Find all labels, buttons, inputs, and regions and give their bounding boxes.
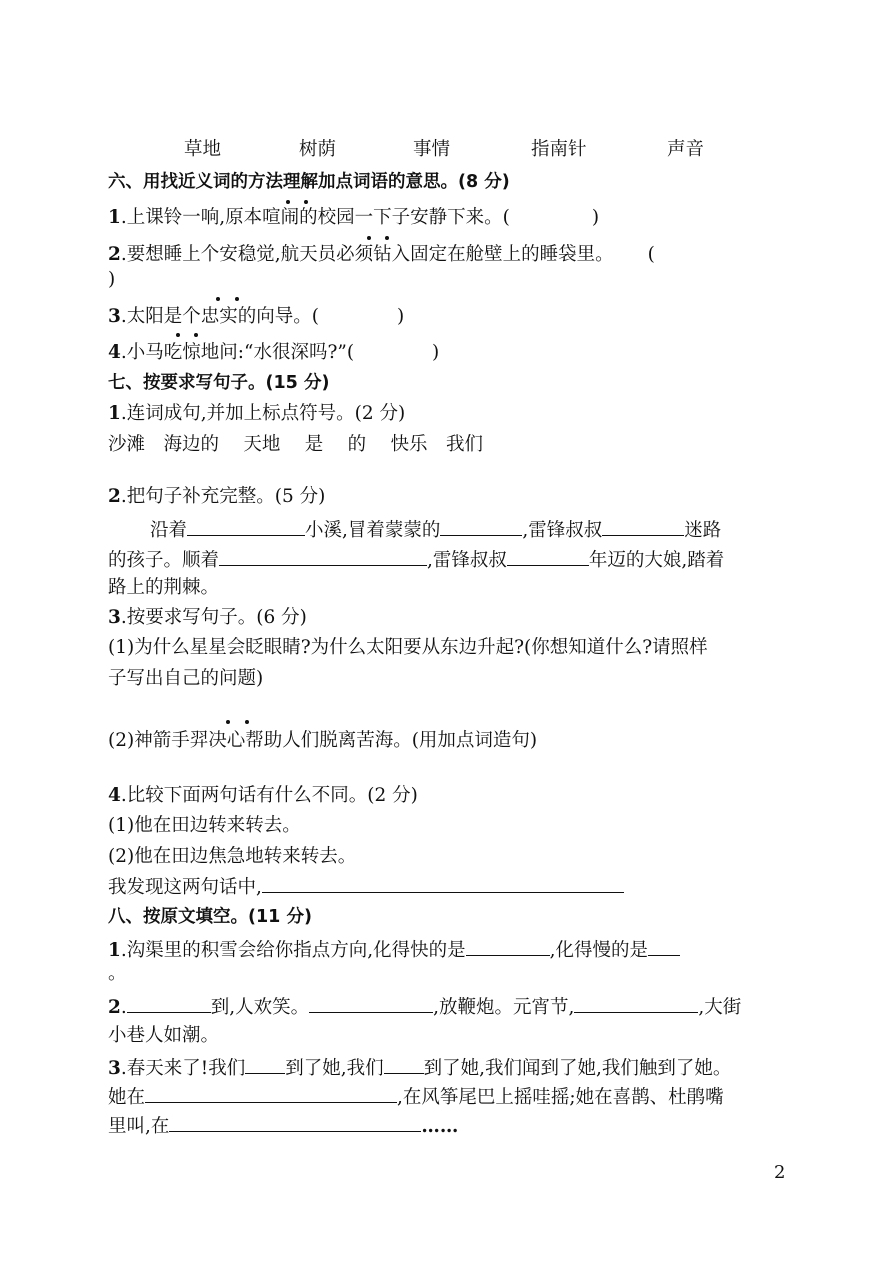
emphasis-dot: [304, 200, 308, 204]
word-list: 沙滩 海边的 天地 是 的 快乐 我们: [108, 434, 484, 455]
s6-question-3: [108, 305, 404, 329]
text-fragment: ,化得慢的是: [549, 940, 649, 961]
text-fragment: 迷路: [684, 520, 722, 541]
answer-blank[interactable]: [466, 937, 550, 956]
text-fragment: 沿着: [150, 520, 188, 541]
fill-line-3: 路上的荆棘。: [108, 577, 220, 598]
answer-blank[interactable]: [145, 1084, 397, 1103]
word-bank-item: 草地: [184, 139, 222, 160]
text-fragment: 里叫,在: [108, 1116, 170, 1137]
question-number: 4: [108, 785, 121, 806]
text-fragment: 小溪,冒着蒙蒙的: [305, 520, 441, 541]
fill-line: [108, 1113, 458, 1139]
question-number: 3: [108, 306, 121, 327]
question-text: .上课铃一响,原本喧闹的校园一下子安静下来。(: [120, 207, 510, 228]
s6-question-1: [108, 206, 599, 230]
answer-blank[interactable]: [440, 517, 522, 536]
prompt-line: (1)为什么星星会眨眼睛?为什么太阳要从东边升起?(你想知道什么?请照样: [108, 637, 708, 658]
question-number: 1: [108, 940, 121, 961]
answer-blank[interactable]: [648, 937, 680, 956]
s8-question-2: [108, 994, 741, 1020]
text-fragment: 我发现这两句话中,: [108, 877, 262, 898]
emphasis-dot: [194, 333, 198, 337]
s7-question-3: [108, 606, 307, 630]
prompt-line: 子写出自己的问题): [108, 668, 264, 689]
text-fragment: ,雷锋叔叔: [427, 550, 507, 571]
paren-close: ): [591, 207, 600, 228]
word-bank-item: 树荫: [299, 139, 337, 160]
sentence: (1)他在田边转来转去。: [108, 815, 301, 836]
emphasis-dot: [226, 720, 230, 724]
text-fragment: ,大街: [698, 997, 742, 1018]
section-6-heading: 六、用找近义词的方法理解加点词语的意思。(8 分): [108, 172, 510, 192]
question-number: 1: [108, 403, 121, 424]
question-number: 3: [108, 607, 121, 628]
answer-blank[interactable]: [384, 1055, 424, 1074]
question-number: 3: [108, 1058, 121, 1079]
section-7-heading: 七、按要求写句子。(15 分): [108, 373, 330, 393]
ellipsis: ……: [421, 1116, 459, 1137]
text-fragment: 到,人欢笑。: [210, 997, 310, 1018]
s8-question-3: [108, 1055, 731, 1081]
word-bank-item: 指南针: [531, 139, 587, 160]
text-line: 小巷人如潮。: [108, 1025, 220, 1046]
answer-blank[interactable]: [574, 994, 698, 1013]
s7-question-4: [108, 784, 418, 808]
text-fragment: .春天来了!我们: [120, 1058, 246, 1079]
text-fragment: 到了她,我们: [285, 1058, 384, 1079]
answer-blank[interactable]: [602, 517, 684, 536]
paren-close: ): [396, 306, 405, 327]
answer-blank[interactable]: [169, 1113, 421, 1132]
section-8-heading: 八、按原文填空。(11 分): [108, 907, 312, 927]
answer-blank[interactable]: [245, 1055, 285, 1074]
page-number: 2: [774, 1162, 786, 1183]
answer-blank[interactable]: [262, 874, 624, 893]
question-text: .按要求写句子。(6 分): [120, 607, 307, 628]
emphasis-dot: [245, 720, 249, 724]
paren-close: ): [108, 269, 116, 290]
s8-question-1: [108, 937, 680, 963]
word-bank-item: 事情: [413, 139, 451, 160]
text-fragment: ,雷锋叔叔: [522, 520, 603, 541]
answer-blank[interactable]: [127, 994, 211, 1013]
fill-line-2: [108, 547, 724, 573]
punctuation: 。: [108, 963, 127, 984]
answer-blank[interactable]: [309, 994, 433, 1013]
answer-blank[interactable]: [219, 547, 427, 566]
s6-question-4: [108, 341, 439, 365]
text-fragment: 她在: [108, 1087, 146, 1108]
paren-open: (: [647, 244, 655, 265]
question-text: .小马吃惊地问:“水很深吗?”(: [120, 342, 355, 363]
answer-blank[interactable]: [507, 547, 589, 566]
word-bank-item: 声音: [667, 139, 705, 160]
paren-close: ): [432, 342, 440, 363]
text-fragment: ,放鞭炮。元宵节,: [433, 997, 575, 1018]
fill-line: [108, 1084, 724, 1110]
question-text: .要想睡上个安稳觉,航天员必须钻入固定在舱壁上的睡袋里。: [120, 244, 614, 265]
text-fragment: .沟渠里的积雪会给你指点方向,化得快的是: [120, 940, 466, 961]
s6-question-2: [108, 243, 655, 267]
emphasis-dot: [176, 333, 180, 337]
question-text: .把句子补充完整。(5 分): [120, 486, 326, 507]
answer-blank[interactable]: [187, 517, 305, 536]
answer-line: [108, 874, 624, 900]
question-number: 1: [108, 207, 121, 228]
question-text: .太阳是个忠实的向导。(: [120, 306, 319, 327]
fill-line-1: [150, 517, 721, 543]
s7-question-1: [108, 402, 405, 426]
text-fragment: .: [120, 997, 127, 1018]
s7-question-2: [108, 485, 325, 509]
question-text: .比较下面两句话有什么不同。(2 分): [120, 785, 418, 806]
prompt-line: (2)神箭手羿决心帮助人们脱离苦海。(用加点词造句): [108, 730, 538, 751]
text-fragment: 到了她,我们闻到了她,我们触到了她。: [423, 1058, 732, 1079]
question-number: 2: [108, 244, 121, 265]
text-fragment: ,在风筝尾巴上摇哇摇;她在喜鹊、杜鹃嘴: [397, 1087, 724, 1108]
emphasis-dot: [367, 236, 371, 240]
text-fragment: 年迈的大娘,踏着: [588, 550, 725, 571]
question-number: 2: [108, 486, 121, 507]
emphasis-dot: [216, 297, 220, 301]
sentence: (2)他在田边焦急地转来转去。: [108, 846, 357, 867]
text-fragment: 的孩子。顺着: [108, 550, 220, 571]
emphasis-dot: [286, 200, 290, 204]
question-text: .连词成句,并加上标点符号。(2 分): [120, 403, 406, 424]
emphasis-dot: [385, 236, 389, 240]
question-number: 2: [108, 997, 121, 1018]
question-number: 4: [108, 342, 121, 363]
emphasis-dot: [235, 297, 239, 301]
